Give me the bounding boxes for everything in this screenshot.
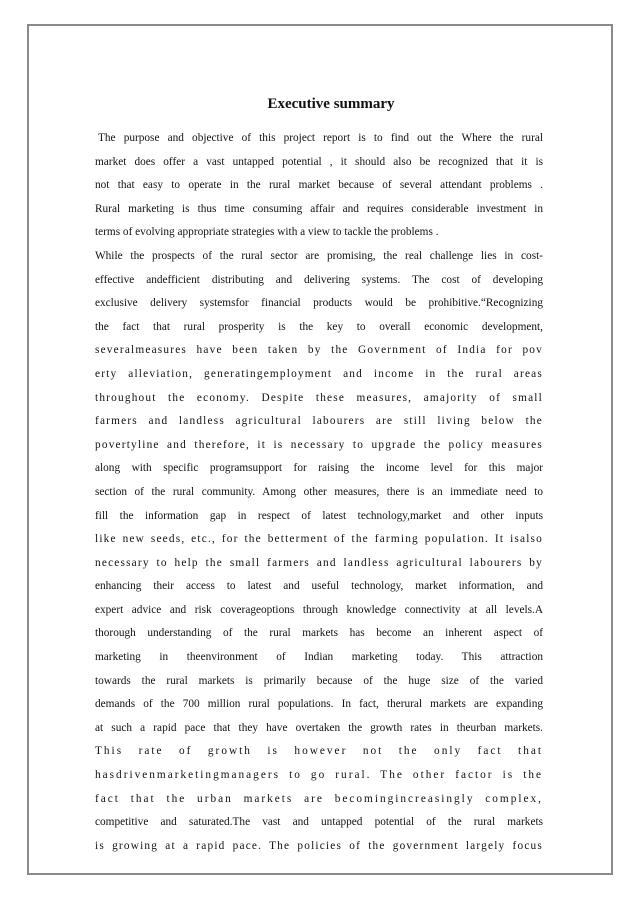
text-line: expert advice and risk coverageoptions through knowledge connectivity at all levels.A — [95, 603, 543, 616]
text-line: marketing in theenvironment of Indian marketing today. This attraction — [95, 651, 543, 664]
text-line: fact that the urban markets are becomingincreasingly complex, — [95, 792, 543, 805]
text-line: like new seeds, etc., for the betterment of the farming population. It isalso — [95, 533, 543, 546]
text-line: severalmeasures have been taken by the Government of India for pov — [95, 344, 543, 357]
text-line: While the prospects of the rural sector are promising, the real challenge lies in cost- — [95, 249, 543, 262]
text-line: necessary to help the small farmers and landless agricultural labourers by — [95, 556, 543, 569]
text-line: towards the rural markets is primarily because of the huge size of the varied — [95, 674, 543, 687]
text-line: not that easy to operate in the rural market because of several attendant problems . — [95, 179, 543, 192]
text-line: competitive and saturated.The vast and untapped potential of the rural markets — [95, 816, 543, 829]
text-line: thorough understanding of the rural markets has become an inherent aspect of — [95, 627, 543, 640]
text-line: This rate of growth is however not the only fact that — [95, 745, 543, 758]
text-line: demands of the 700 million rural populations. In fact, therural markets are expanding — [95, 698, 543, 711]
page-title: Executive summary — [267, 96, 395, 112]
text-line: terms of evolving appropriate strategies with a view to tackle the problems . — [95, 226, 439, 239]
text-line: along with specific programsupport for raising the income level for this major — [95, 462, 543, 475]
text-line: throughout the economy. Despite these measures, amajority of small — [95, 391, 543, 404]
body-text — [95, 127, 543, 858]
text-line: The purpose and objective of this project report is to find out the Where the rural — [98, 132, 543, 144]
text-line: is growing at a rapid pace. The policies of the government largely focus — [95, 839, 543, 852]
text-line: the fact that rural prosperity is the key to overall economic development, — [95, 320, 543, 333]
text-line: farmers and landless agricultural labourers are still living below the — [95, 415, 543, 428]
text-line: povertyline and therefore, it is necessary to upgrade the policy measures — [95, 438, 543, 451]
text-line: Rural marketing is thus time consuming affair and requires considerable investment in — [95, 202, 543, 215]
text-line: market does offer a vast untapped potential , it should also be recognized that it is — [95, 155, 543, 168]
text-line: effective andefficient distributing and delivering systems. The cost of developing — [95, 273, 543, 286]
text-line: erty alleviation, generatingemployment and income in the rural areas — [95, 367, 543, 380]
text-line: exclusive delivery systemsfor financial products would be prohibitive.“Recognizing — [95, 297, 543, 310]
text-line: at such a rapid pace that they have overtaken the growth rates in theurban markets. — [95, 721, 543, 734]
text-line: fill the information gap in respect of latest technology,market and other inputs — [95, 509, 543, 522]
text-line: hasdrivenmarketingmanagers to go rural. The other factor is the — [95, 769, 543, 782]
text-line: enhancing their access to latest and useful technology, market information, and — [95, 580, 543, 593]
text-line: section of the rural community. Among other measures, there is an immediate need to — [95, 485, 543, 498]
